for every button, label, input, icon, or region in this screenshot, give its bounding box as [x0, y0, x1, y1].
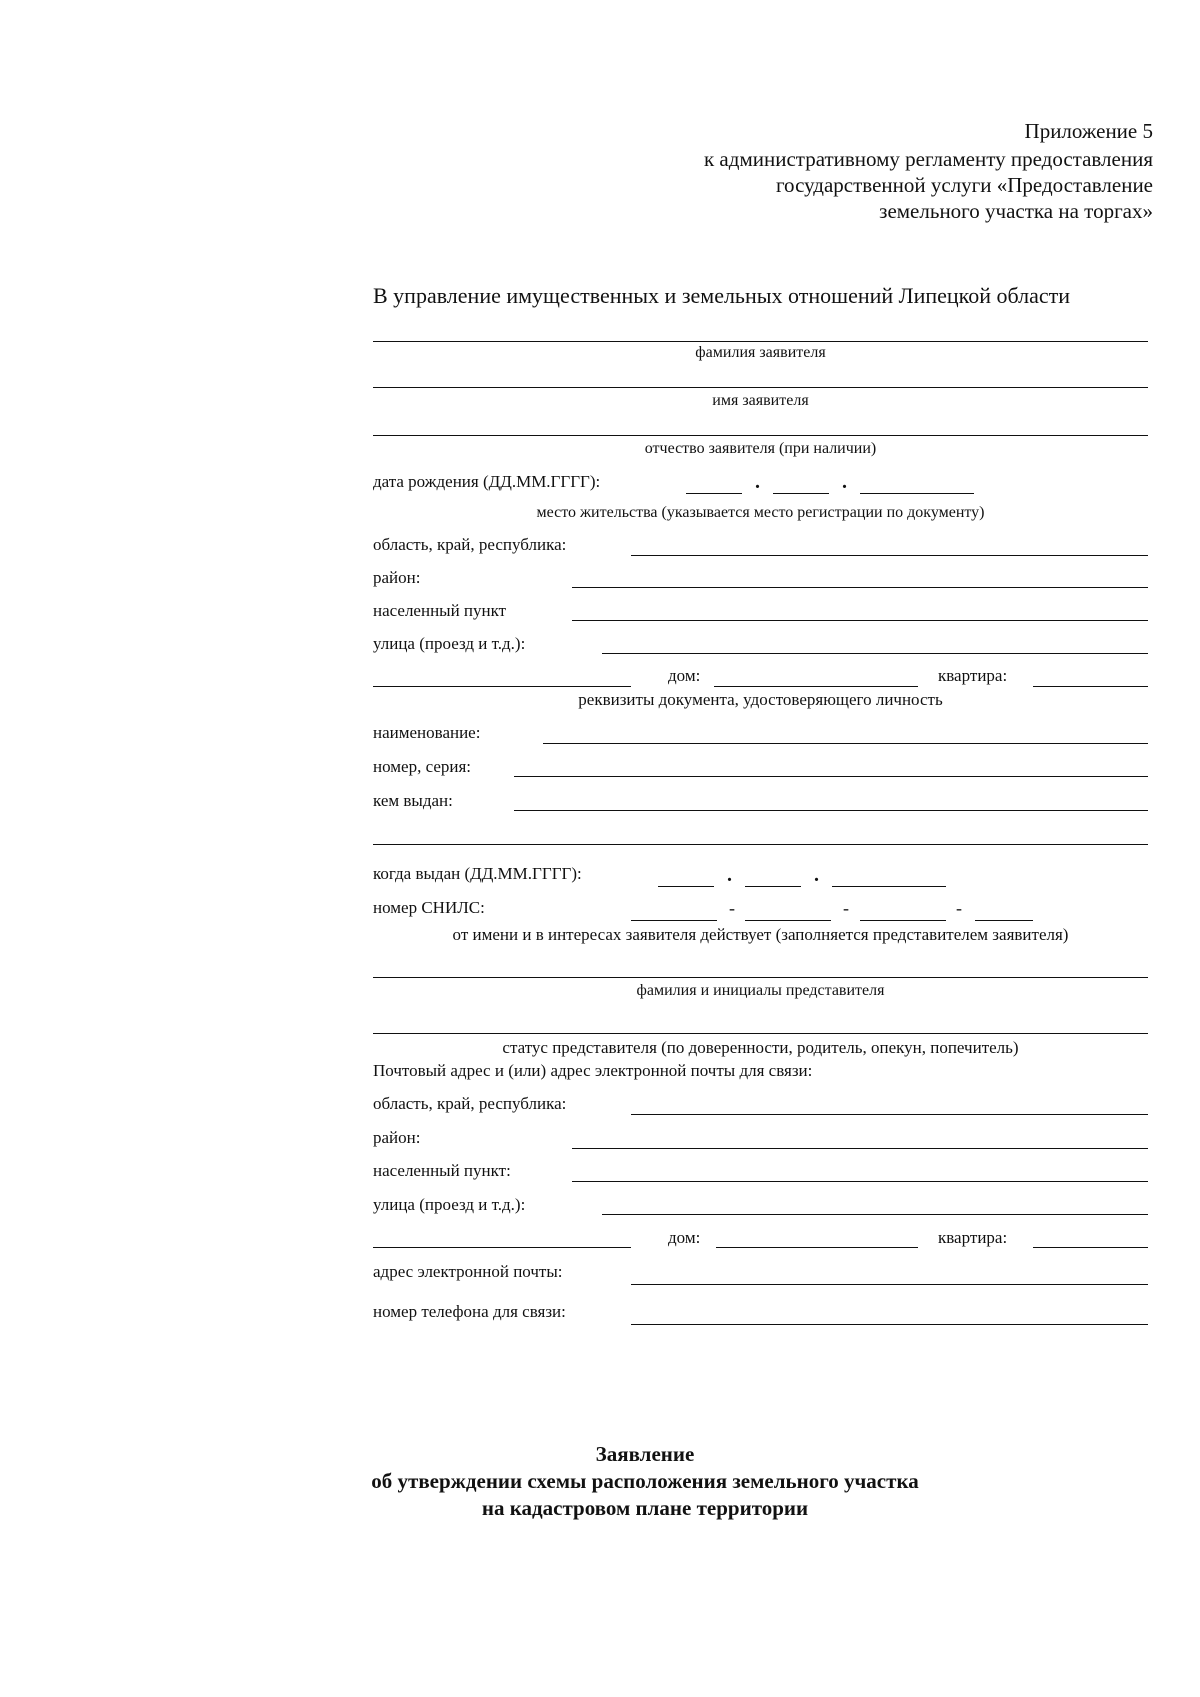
surname-field[interactable]	[373, 341, 1148, 342]
contact-district-field[interactable]	[572, 1148, 1148, 1149]
locality-field[interactable]	[572, 620, 1148, 621]
snils-part-3-field[interactable]	[860, 920, 946, 921]
appendix-line-3: государственной услуги «Предоставление	[775, 173, 1153, 197]
house-field[interactable]	[714, 686, 918, 687]
birth-date-label: дата рождения (ДД.ММ.ГГГГ):	[373, 472, 601, 491]
residence-heading: место жительства (указывается место регистрации по документу)	[536, 504, 985, 521]
apartment-field[interactable]	[1033, 686, 1148, 687]
representative-heading: от имени и в интересах заявителя действует (заполняется представителем заявителя)	[452, 925, 1069, 944]
birth-day-field[interactable]	[686, 493, 742, 494]
email-label: адрес электронной почты:	[373, 1262, 563, 1281]
locality-label: населенный пункт	[373, 601, 507, 620]
contact-apartment-field[interactable]	[1033, 1247, 1148, 1248]
document-name-label: наименование:	[373, 723, 481, 742]
contact-locality-label: населенный пункт:	[373, 1161, 511, 1180]
snils-dash-2: -	[843, 898, 849, 918]
contact-apartment-label: квартира:	[938, 1228, 1008, 1247]
snils-part-2-field[interactable]	[745, 920, 831, 921]
snils-dash-3: -	[956, 898, 962, 918]
statement-title: Заявление	[595, 1442, 695, 1466]
name-field[interactable]	[373, 387, 1148, 388]
district-label: район:	[373, 568, 421, 587]
birth-date-dot-1: .	[755, 471, 760, 493]
document-name-field[interactable]	[543, 743, 1148, 744]
appendix-line-2: к административному регламенту предоставления	[703, 147, 1153, 171]
representative-name-caption: фамилия и инициалы представителя	[636, 982, 885, 999]
representative-status-field[interactable]	[373, 1033, 1148, 1034]
phone-field[interactable]	[631, 1324, 1148, 1325]
document-number-field[interactable]	[514, 776, 1148, 777]
representative-name-field[interactable]	[373, 977, 1148, 978]
district-field[interactable]	[572, 587, 1148, 588]
document-number-label: номер, серия:	[373, 757, 472, 776]
identity-document-heading: реквизиты документа, удостоверяющего личность	[578, 690, 943, 709]
issue-date-label: когда выдан (ДД.ММ.ГГГГ):	[373, 864, 582, 883]
birth-date-dot-2: .	[842, 471, 847, 493]
representative-status-caption: статус представителя (по доверенности, родитель, опекун, попечитель)	[502, 1038, 1019, 1057]
issue-date-dot-2: .	[814, 864, 819, 886]
contact-street-field[interactable]	[602, 1214, 1148, 1215]
issue-month-field[interactable]	[745, 886, 801, 887]
contact-region-label: область, край, республика:	[373, 1094, 567, 1113]
contact-street-continuation-field[interactable]	[373, 1247, 631, 1248]
snils-label: номер СНИЛС:	[373, 898, 485, 917]
issue-year-field[interactable]	[832, 886, 946, 887]
appendix-line-1: Приложение 5	[1024, 119, 1153, 143]
street-label: улица (проезд и т.д.):	[373, 634, 526, 653]
snils-dash-1: -	[729, 898, 735, 918]
statement-title-line-2: об утверждении схемы расположения земельного участка	[371, 1469, 919, 1493]
phone-label: номер телефона для связи:	[373, 1302, 566, 1321]
contact-district-label: район:	[373, 1128, 421, 1147]
house-label: дом:	[668, 666, 701, 685]
statement-title-line-3: на кадастровом плане территории	[481, 1496, 809, 1520]
appendix-line-4: земельного участка на торгах»	[879, 199, 1153, 223]
addressee: В управление имущественных и земельных отношений Липецкой области	[373, 283, 1071, 308]
street-field[interactable]	[602, 653, 1148, 654]
contact-house-label: дом:	[668, 1228, 701, 1247]
snils-part-4-field[interactable]	[975, 920, 1033, 921]
contact-region-field[interactable]	[631, 1114, 1148, 1115]
street-continuation-field[interactable]	[373, 686, 631, 687]
contact-street-label: улица (проезд и т.д.):	[373, 1195, 526, 1214]
issue-date-dot-1: .	[727, 864, 732, 886]
region-label: область, край, республика:	[373, 535, 567, 554]
contact-house-field[interactable]	[716, 1247, 918, 1248]
contact-locality-field[interactable]	[572, 1181, 1148, 1182]
surname-caption: фамилия заявителя	[695, 344, 826, 361]
patronymic-field[interactable]	[373, 435, 1148, 436]
email-field[interactable]	[631, 1284, 1148, 1285]
birth-month-field[interactable]	[773, 493, 829, 494]
name-caption: имя заявителя	[712, 392, 809, 409]
issued-by-continuation-field[interactable]	[373, 844, 1148, 845]
issued-by-label: кем выдан:	[373, 791, 453, 810]
snils-part-1-field[interactable]	[631, 920, 717, 921]
issue-day-field[interactable]	[658, 886, 714, 887]
birth-year-field[interactable]	[860, 493, 974, 494]
region-field[interactable]	[631, 555, 1148, 556]
patronymic-caption: отчество заявителя (при наличии)	[644, 440, 877, 457]
issued-by-field[interactable]	[514, 810, 1148, 811]
apartment-label: квартира:	[938, 666, 1008, 685]
contact-heading: Почтовый адрес и (или) адрес электронной почты для связи:	[373, 1061, 813, 1080]
